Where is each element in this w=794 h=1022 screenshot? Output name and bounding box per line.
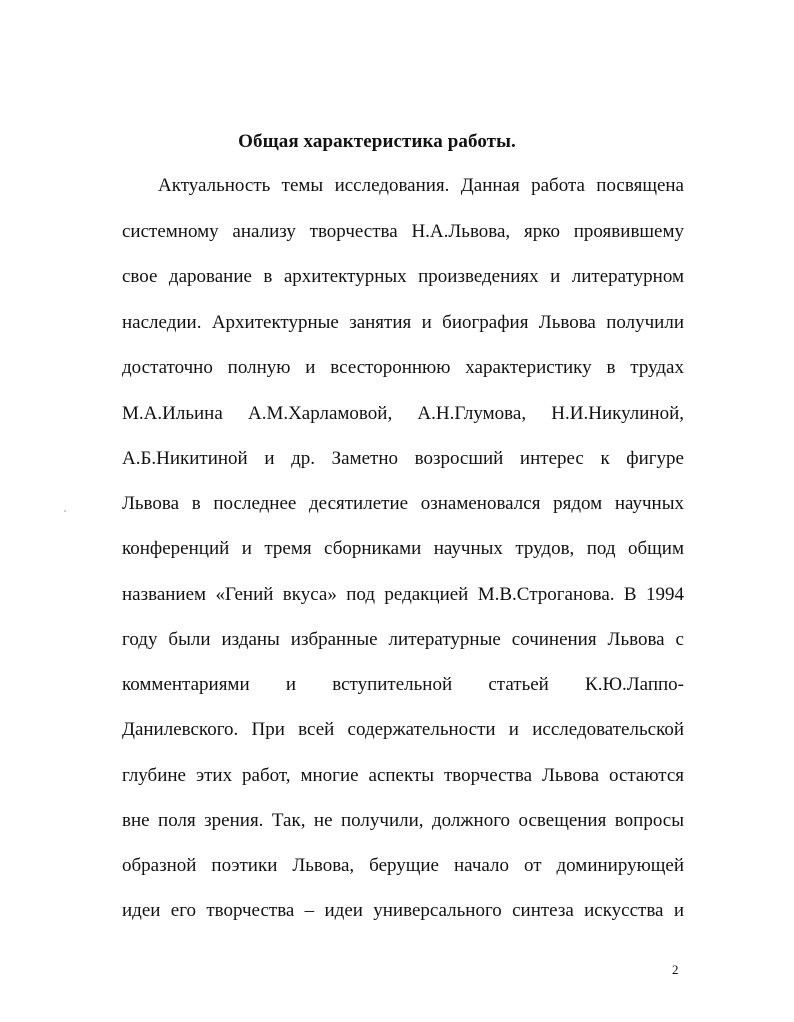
text-line: А.Б.Никитиной и др. Заметно возросший интерес к фигуре <box>122 448 684 469</box>
page-number: 2 <box>672 962 679 977</box>
text-line: идеи его творчества – идеи универсального синтеза искусства и <box>122 900 684 921</box>
page-heading-text: Общая характеристика работы. <box>238 131 516 152</box>
text-line: конференций и тремя сборниками научных трудов, под общим <box>122 538 684 559</box>
text-line: достаточно полную и всестороннюю характеристику в трудах <box>122 357 684 378</box>
text-line: названием «Гений вкуса» под редакцией М.В.Строганова. В 1994 <box>122 584 684 605</box>
text-line: году были изданы избранные литературные сочинения Львова с <box>122 629 684 650</box>
text-line: комментариями и вступительной статьей К.Ю.Лаппо- <box>122 674 684 695</box>
scan-artifact <box>64 510 66 512</box>
page-heading <box>0 128 794 156</box>
text-line: образной поэтики Львова, берущие начало от доминирующей <box>122 855 684 876</box>
text-line: вне поля зрения. Так, не получили, должного освещения вопросы <box>122 810 684 831</box>
text-line: свое дарование в архитектурных произведениях и литературном <box>122 266 684 287</box>
text-line: Данилевского. При всей содержательности и исследовательской <box>122 719 684 740</box>
text-line: системному анализу творчества Н.А.Львова, ярко проявившему <box>122 221 684 242</box>
text-line: наследии. Архитектурные занятия и биография Львова получили <box>122 312 684 333</box>
text-line: Актуальность темы исследования. Данная работа посвящена <box>158 175 684 196</box>
text-line: М.А.Ильина А.М.Харламовой, А.Н.Глумова, Н.И.Никулиной, <box>122 403 684 424</box>
text-line: глубине этих работ, многие аспекты творчества Львова остаются <box>122 765 684 786</box>
text-line: Львова в последнее десятилетие ознаменовался рядом научных <box>122 493 684 514</box>
